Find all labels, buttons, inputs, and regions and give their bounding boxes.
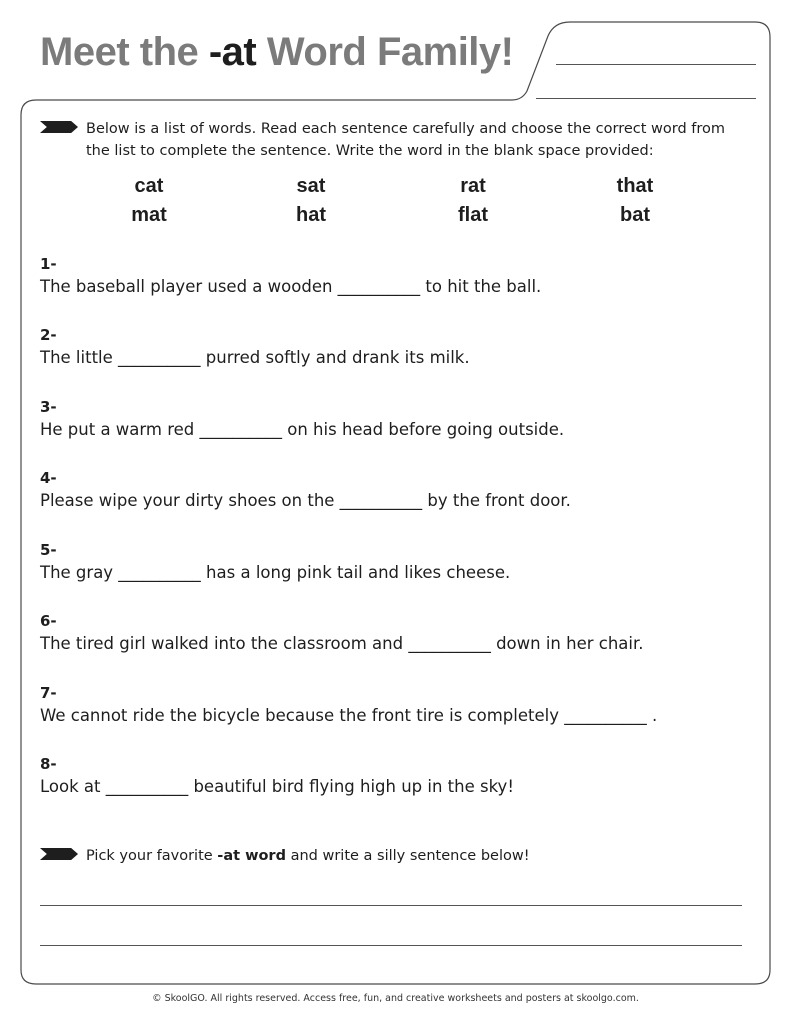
question-text: The gray __________ has a long pink tail and likes cheese.	[40, 563, 511, 582]
word-bank-item: bat	[620, 204, 650, 226]
bonus-text-before: Pick your favorite	[86, 848, 218, 864]
question-number: 6-	[40, 612, 57, 630]
question-4	[40, 468, 750, 514]
question-text: The baseball player used a wooden __________ to hit the ball.	[40, 277, 542, 296]
question-number: 5-	[40, 541, 57, 559]
question-number: 1-	[40, 255, 57, 273]
instructions-line-1: Below is a list of words. Read each sentence carefully and choose the correct word from	[86, 121, 726, 137]
question-number: 8-	[40, 755, 57, 773]
question-number: 7-	[40, 684, 57, 702]
title-highlight: -at	[208, 30, 257, 74]
question-number: 2-	[40, 326, 57, 344]
question-text: He put a warm red __________ on his head before going outside.	[40, 420, 565, 439]
word-bank-item: sat	[296, 175, 326, 197]
question-2	[40, 325, 750, 371]
arrow-icon	[40, 848, 78, 860]
question-3	[40, 397, 750, 443]
name-line[interactable]	[556, 64, 756, 65]
arrow-icon	[40, 121, 78, 133]
question-text: The tired girl walked into the classroom and __________ down in her chair.	[40, 634, 644, 653]
word-bank-item: mat	[131, 204, 167, 226]
footer-copyright: © SkoolGO. All rights reserved. Access free, fun, and creative worksheets and posters at skoolgo.com.	[152, 993, 639, 1004]
word-bank-item: hat	[296, 204, 326, 226]
word-bank-item: flat	[458, 204, 488, 226]
writing-line-2[interactable]	[40, 945, 742, 946]
question-1	[40, 254, 750, 300]
question-text: Please wipe your dirty shoes on the __________ by the front door.	[40, 491, 571, 510]
title-main: Meet the	[40, 30, 209, 74]
date-line[interactable]	[536, 98, 756, 99]
question-text: The little __________ purred softly and drank its milk.	[40, 348, 470, 367]
question-8	[40, 754, 750, 800]
bonus-text-after: and write a silly sentence below!	[285, 848, 530, 864]
question-5	[40, 540, 750, 586]
question-7	[40, 683, 750, 729]
question-text: We cannot ride the bicycle because the front tire is completely __________ .	[40, 706, 658, 725]
question-number: 3-	[40, 398, 57, 416]
word-bank-item: rat	[460, 175, 486, 197]
question-text: Look at __________ beautiful bird flying high up in the sky!	[40, 777, 514, 796]
question-number: 4-	[40, 469, 57, 487]
word-bank	[68, 174, 716, 228]
bonus-prompt	[40, 845, 752, 867]
writing-line-1[interactable]	[40, 905, 742, 906]
title-rest: Word Family!	[256, 30, 514, 74]
bonus-text-bold: -at word	[217, 848, 286, 864]
word-bank-item: cat	[134, 175, 164, 197]
question-6	[40, 611, 750, 657]
instructions	[40, 118, 752, 162]
word-bank-item: that	[616, 175, 654, 197]
instructions-line-2: the list to complete the sentence. Write the word in the blank space provided:	[86, 143, 654, 159]
page-title	[40, 30, 513, 75]
